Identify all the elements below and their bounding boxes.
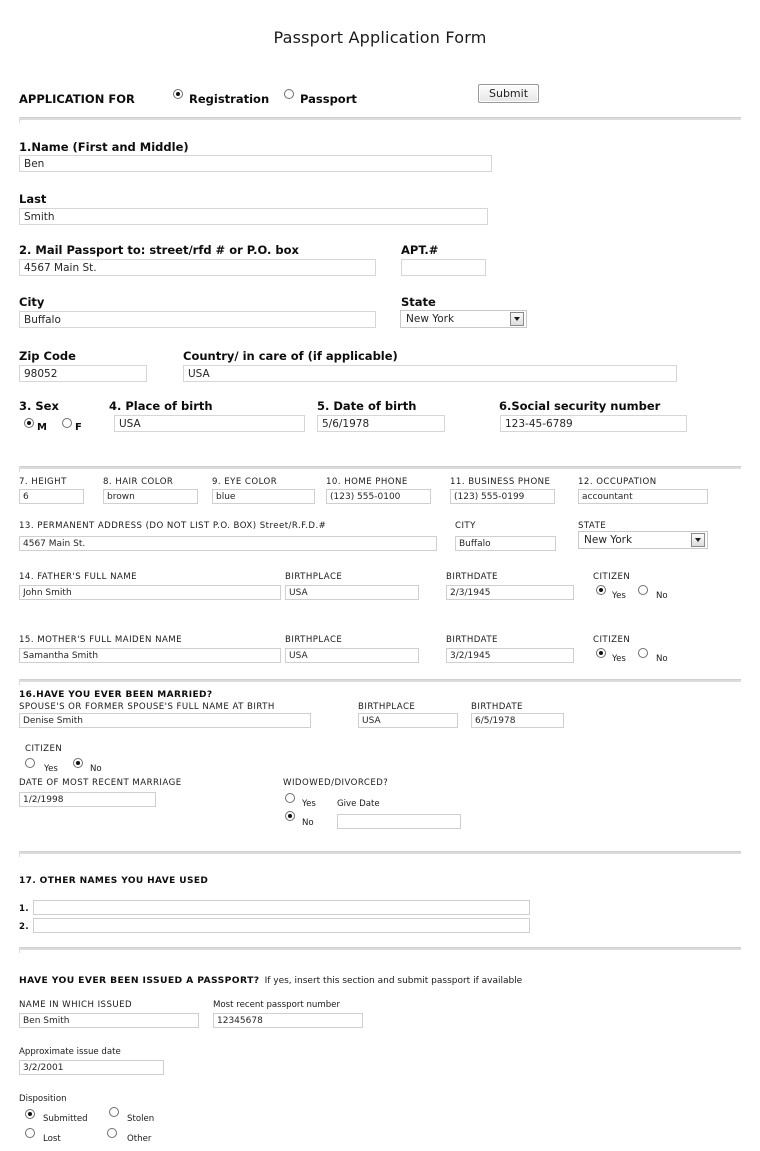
hair-color-label: 8. HAIR COLOR bbox=[103, 477, 174, 487]
passport-number-input[interactable] bbox=[213, 1013, 363, 1028]
divider-section-16 bbox=[19, 851, 741, 854]
divider-section-15 bbox=[19, 679, 741, 682]
recent-marriage-label: DATE OF MOST RECENT MARRIAGE bbox=[19, 778, 182, 788]
radio-label-father-citizen-yes: Yes bbox=[612, 591, 626, 601]
radio-mother-citizen-yes[interactable] bbox=[596, 648, 606, 658]
mail-address-label: 2. Mail Passport to: street/rfd # or P.O. box bbox=[19, 243, 299, 257]
spouse-birthdate-label: BIRTHDATE bbox=[471, 702, 523, 712]
radio-label-sex-female: F bbox=[75, 422, 82, 433]
other-names-heading: 17. OTHER NAMES YOU HAVE USED bbox=[19, 876, 209, 886]
give-date-input[interactable] bbox=[337, 814, 461, 829]
spouse-birthplace-input[interactable] bbox=[358, 713, 458, 728]
radio-label-passport: Passport bbox=[300, 92, 357, 106]
radio-label-disposition-stolen: Stolen bbox=[127, 1114, 155, 1124]
radio-label-widowed-no: No bbox=[302, 818, 314, 828]
mother-birthdate-label: BIRTHDATE bbox=[446, 635, 498, 645]
name-issued-label: NAME IN WHICH ISSUED bbox=[19, 1000, 133, 1010]
father-name-input[interactable] bbox=[19, 585, 281, 600]
mother-birthdate-input[interactable] bbox=[446, 648, 574, 663]
home-phone-label: 10. HOME PHONE bbox=[326, 477, 408, 487]
home-phone-input[interactable] bbox=[326, 489, 431, 504]
state-select-value: New York bbox=[406, 312, 455, 325]
mother-name-input[interactable] bbox=[19, 648, 281, 663]
place-of-birth-label: 4. Place of birth bbox=[109, 399, 213, 413]
radio-label-mother-citizen-yes: Yes bbox=[612, 654, 626, 664]
page-title: Passport Application Form bbox=[273, 28, 487, 47]
mother-citizen-label: CITIZEN bbox=[593, 635, 631, 645]
other-name-input-1[interactable] bbox=[33, 900, 530, 915]
give-date-label: Give Date bbox=[337, 799, 380, 809]
state-label: State bbox=[401, 295, 436, 309]
business-phone-label: 11. BUSINESS PHONE bbox=[450, 477, 551, 487]
disposition-label: Disposition bbox=[19, 1094, 67, 1104]
eye-color-label: 9. EYE COLOR bbox=[212, 477, 278, 487]
country-input[interactable] bbox=[183, 365, 677, 382]
height-label: 7. HEIGHT bbox=[19, 477, 67, 487]
occupation-input[interactable] bbox=[578, 489, 708, 504]
place-of-birth-input[interactable] bbox=[114, 415, 305, 432]
spouse-birthplace-label: BIRTHPLACE bbox=[358, 702, 416, 712]
radio-disposition-other[interactable] bbox=[107, 1128, 117, 1138]
permanent-city-label: CITY bbox=[455, 521, 476, 531]
radio-father-citizen-yes[interactable] bbox=[596, 585, 606, 595]
city-label: City bbox=[19, 295, 45, 309]
apartment-input[interactable] bbox=[401, 259, 486, 276]
passport-history-heading bbox=[19, 968, 522, 987]
spouse-name-label: SPOUSE'S OR FORMER SPOUSE'S FULL NAME AT BIRTH bbox=[19, 702, 275, 712]
permanent-state-select-value: New York bbox=[584, 533, 633, 546]
father-birthdate-input[interactable] bbox=[446, 585, 574, 600]
radio-father-citizen-no[interactable] bbox=[638, 585, 648, 595]
radio-label-registration: Registration bbox=[189, 92, 270, 106]
issue-date-label: Approximate issue date bbox=[19, 1047, 121, 1057]
ssn-input[interactable] bbox=[500, 415, 687, 432]
spouse-birthdate-input[interactable] bbox=[471, 713, 564, 728]
radio-label-disposition-submitted: Submitted bbox=[43, 1114, 88, 1124]
permanent-state-label: STATE bbox=[578, 521, 607, 531]
apartment-label: APT.# bbox=[401, 243, 439, 257]
other-name-row-number-2: 2. bbox=[19, 922, 30, 932]
date-of-birth-label: 5. Date of birth bbox=[317, 399, 417, 413]
radio-disposition-submitted[interactable] bbox=[25, 1109, 35, 1119]
radio-sex-female[interactable] bbox=[62, 418, 72, 428]
eye-color-input[interactable] bbox=[212, 489, 315, 504]
submit-button[interactable]: Submit bbox=[478, 84, 539, 103]
business-phone-input[interactable] bbox=[450, 489, 555, 504]
radio-spouse-citizen-no[interactable] bbox=[73, 758, 83, 768]
city-input[interactable] bbox=[19, 311, 376, 328]
other-name-row-number-1: 1. bbox=[19, 904, 30, 914]
date-of-birth-input[interactable] bbox=[317, 415, 445, 432]
radio-label-widowed-yes: Yes bbox=[302, 799, 316, 809]
widowed-divorced-label: WIDOWED/DIVORCED? bbox=[283, 778, 389, 788]
first-name-input[interactable] bbox=[19, 155, 492, 172]
radio-label-disposition-lost: Lost bbox=[43, 1134, 61, 1144]
occupation-label: 12. OCCUPATION bbox=[578, 477, 657, 487]
chevron-down-icon[interactable] bbox=[691, 533, 705, 547]
radio-disposition-lost[interactable] bbox=[25, 1128, 35, 1138]
father-birthdate-label: BIRTHDATE bbox=[446, 572, 498, 582]
last-name-input[interactable] bbox=[19, 208, 488, 225]
father-name-label: 14. FATHER'S FULL NAME bbox=[19, 572, 138, 582]
radio-widowed-yes[interactable] bbox=[285, 793, 295, 803]
other-name-input-2[interactable] bbox=[33, 918, 530, 933]
hair-color-input[interactable] bbox=[103, 489, 198, 504]
sex-label: 3. Sex bbox=[19, 399, 59, 413]
radio-label-spouse-citizen-no: No bbox=[90, 764, 102, 774]
radio-label-spouse-citizen-yes: Yes bbox=[44, 764, 58, 774]
radio-spouse-citizen-yes[interactable] bbox=[25, 758, 35, 768]
radio-label-sex-male: M bbox=[37, 422, 47, 433]
father-citizen-label: CITIZEN bbox=[593, 572, 631, 582]
radio-label-disposition-other: Other bbox=[127, 1134, 152, 1144]
radio-label-mother-citizen-no: No bbox=[656, 654, 668, 664]
zip-code-input[interactable] bbox=[19, 365, 147, 382]
father-birthplace-input[interactable] bbox=[285, 585, 419, 600]
permanent-state-select[interactable] bbox=[578, 531, 708, 549]
radio-label-father-citizen-no: No bbox=[656, 591, 668, 601]
chevron-down-icon[interactable] bbox=[510, 312, 524, 326]
application-for-label: APPLICATION FOR bbox=[19, 92, 135, 106]
spouse-citizen-label: CITIZEN bbox=[25, 744, 63, 754]
radio-application-registration[interactable] bbox=[173, 89, 183, 99]
first-name-label: 1.Name (First and Middle) bbox=[19, 140, 189, 154]
last-name-label: Last bbox=[19, 192, 47, 206]
radio-mother-citizen-no[interactable] bbox=[638, 648, 648, 658]
mail-address-input[interactable] bbox=[19, 259, 376, 276]
spouse-name-input[interactable] bbox=[19, 713, 311, 728]
father-birthplace-label: BIRTHPLACE bbox=[285, 572, 343, 582]
height-input[interactable] bbox=[19, 489, 84, 504]
radio-application-passport[interactable] bbox=[284, 89, 294, 99]
permanent-address-input[interactable] bbox=[19, 536, 437, 551]
permanent-city-input[interactable] bbox=[455, 536, 556, 551]
ssn-label: 6.Social security number bbox=[499, 399, 661, 413]
zip-code-label: Zip Code bbox=[19, 349, 76, 363]
name-issued-input[interactable] bbox=[19, 1013, 199, 1028]
issue-date-input[interactable] bbox=[19, 1060, 164, 1075]
mother-birthplace-label: BIRTHPLACE bbox=[285, 635, 343, 645]
radio-sex-male[interactable] bbox=[24, 418, 34, 428]
mother-birthplace-input[interactable] bbox=[285, 648, 419, 663]
recent-marriage-input[interactable] bbox=[19, 792, 156, 807]
radio-disposition-stolen[interactable] bbox=[109, 1107, 119, 1117]
radio-widowed-no[interactable] bbox=[285, 811, 295, 821]
divider-header bbox=[19, 117, 741, 120]
divider-section-17 bbox=[19, 947, 741, 950]
state-select[interactable] bbox=[400, 310, 527, 328]
marriage-heading: 16.HAVE YOU EVER BEEN MARRIED? bbox=[19, 690, 213, 700]
permanent-address-label: 13. PERMANENT ADDRESS (DO NOT LIST P.O. BOX) Street/R.F.D.# bbox=[19, 521, 327, 531]
passport-history-heading-bold: HAVE YOU EVER BEEN ISSUED A PASSPORT? bbox=[19, 975, 260, 986]
divider-section-3 bbox=[19, 466, 741, 469]
passport-number-label: Most recent passport number bbox=[213, 1000, 341, 1010]
passport-history-heading-rest: If yes, insert this section and submit passport if available bbox=[264, 976, 523, 986]
country-label: Country/ in care of (if applicable) bbox=[183, 349, 398, 363]
mother-name-label: 15. MOTHER'S FULL MAIDEN NAME bbox=[19, 635, 183, 645]
